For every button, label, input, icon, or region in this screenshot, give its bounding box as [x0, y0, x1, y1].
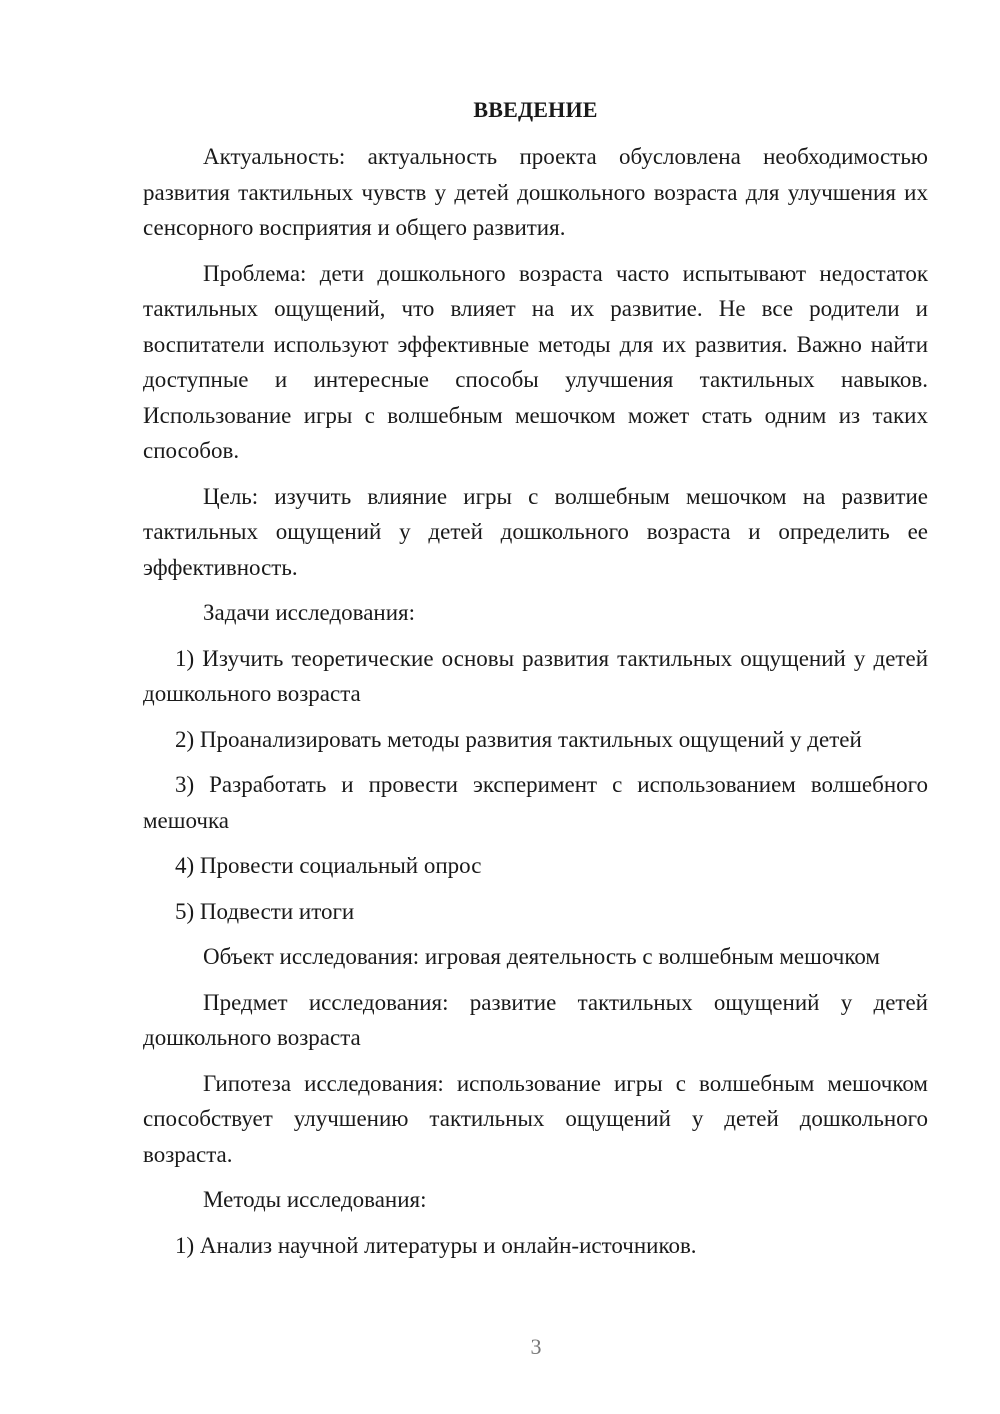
- task-item-1: 1) Изучить теоретические основы развития тактильных ощущений у детей дошкольного возраста: [143, 645, 928, 706]
- page-number: 3: [530, 1334, 542, 1359]
- task-item-3: 3) Разработать и провести эксперимент с использованием волшебного мешочка: [143, 772, 928, 833]
- paragraph-tasks-heading: Задачи исследования:: [203, 600, 416, 625]
- method-item-1: 1) Анализ научной литературы и онлайн-источников.: [175, 1232, 697, 1258]
- paragraph-problem: Проблема: дети дошкольного возраста часто испытывают недостаток тактильных ощущений, что влияет на их развитие. Не все родители и воспитатели используют эффективные методы для их развития. Важно найти доступные и интересные способы улучшения тактильных навыков. Использование игры с волшебным мешочком может стать одним из таких способов.: [143, 260, 928, 463]
- paragraph-subject: Предмет исследования: развитие тактильных ощущений у детей дошкольного возраста: [143, 989, 928, 1050]
- task-item-4: 4) Провести социальный опрос: [175, 853, 482, 878]
- page-content: [143, 95, 928, 1273]
- paragraph-hypothesis: Гипотеза исследования: использование игры с волшебным мешочком способствует улучшению тактильных ощущений у детей дошкольного возраста.: [143, 1070, 928, 1167]
- task-item-2: 2) Проанализировать методы развития тактильных ощущений у детей: [175, 726, 862, 752]
- paragraph-relevance: Актуальность: актуальность проекта обусловлена необходимостью развития тактильных чувств у детей дошкольного возраста для улучшения их сенсорного восприятия и общего развития.: [143, 144, 928, 240]
- section-title: ВВЕДЕНИЕ: [473, 97, 598, 122]
- task-item-5: 5) Подвести итоги: [175, 898, 355, 924]
- paragraph-methods-heading: Методы исследования:: [203, 1187, 427, 1212]
- paragraph-goal: Цель: изучить влияние игры с волшебным мешочком на развитие тактильных ощущений у детей дошкольного возраста и определить ее эффективность.: [143, 483, 928, 580]
- paragraph-object: Объект исследования: игровая деятельность с волшебным мешочком: [203, 944, 880, 969]
